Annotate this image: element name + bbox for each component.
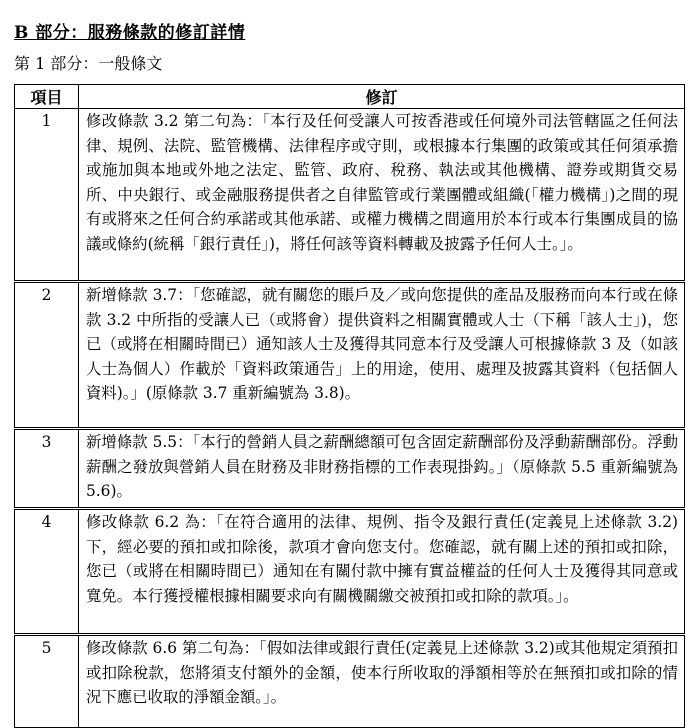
header-amendment: 修訂 <box>79 85 685 109</box>
item-number: 3 <box>15 429 79 509</box>
item-number: 2 <box>15 282 79 429</box>
section-subtitle: 第 1 部分：一般條文 <box>14 54 163 73</box>
item-number: 5 <box>15 635 79 728</box>
amendment-text: 修改條款 6.6 第二句為：「假如法律或銀行責任(定義見上述條款 3.2)或其他規定須預扣或扣除稅款，您將須支付額外的金額，使本行所收取的淨額相等於在無預扣或扣除的情況下應已收取的淨額金額。」。 <box>79 635 685 728</box>
table-row <box>15 109 685 282</box>
item-number: 4 <box>15 509 79 635</box>
item-number: 1 <box>15 109 79 282</box>
amendment-text: 新增條款 5.5：「本行的營銷人員之薪酬總額可包含固定薪酬部份及浮動薪酬部份。浮動薪酬之發放與營銷人員在財務及非財務指標的工作表現掛鈎。」（原條款 5.5 重新編號為 5.6)。 <box>79 429 685 509</box>
amendment-text: 新增條款 3.7：「您確認，就有關您的賬戶及／或向您提供的產品及服務而向本行或在條款 3.2 中所指的受讓人已（或將會）提供資料之相關實體或人士（下稱「該人士」)，您已（或將在相關時間已）通知該人士及獲得其同意本行及受讓人可根據條款 3 及（如該人士為個人）作載於「資料政策通告」上的用途，使用、處理及披露其資料（包括個人資料)。」(原條款 3.7 重新編號為 3.8)。 <box>79 282 685 429</box>
table-header-row <box>15 85 685 109</box>
amendment-text: 修改條款 6.2 為：「在符合適用的法律、規例、指令及銀行責任(定義見上述條款 3.2)下，經必要的預扣或扣除後，款項才會向您支付。您確認，就有關上述的預扣或扣除，您已（或將在相關時間已）通知在有關付款中擁有實益權益的任何人士及獲得其同意或寬免。本行獲授權根據相關要求向有關機關繳交被預扣或扣除的款項。」。 <box>79 509 685 635</box>
section-title: B 部分：服務條款的修訂詳情 <box>14 23 246 43</box>
table-row <box>15 429 685 509</box>
amendments-table <box>14 84 685 728</box>
amendment-text: 修改條款 3.2 第二句為：「本行及任何受讓人可按香港或任何境外司法管轄區之任何法律、規例、法院、監管機構、法律程序或守則，或根據本行集團的政策或其任何須承擔或施加與本地或外地之法定、監管、政府、稅務、執法或其他機構、證券或期貨交易所、中央銀行、或金融服務提供者之自律監管或行業團體或組織(「權力機構」)之間的現有或將來之任何合約承諾或其他承諾、或權力機構之間適用於本行或本行集團成員的協議或條約(統稱「銀行責任」)，將任何該等資料轉載及披露予任何人士。」。 <box>79 109 685 282</box>
table-row <box>15 509 685 635</box>
table-row <box>15 282 685 429</box>
table-row <box>15 635 685 728</box>
header-item: 項目 <box>15 85 79 109</box>
